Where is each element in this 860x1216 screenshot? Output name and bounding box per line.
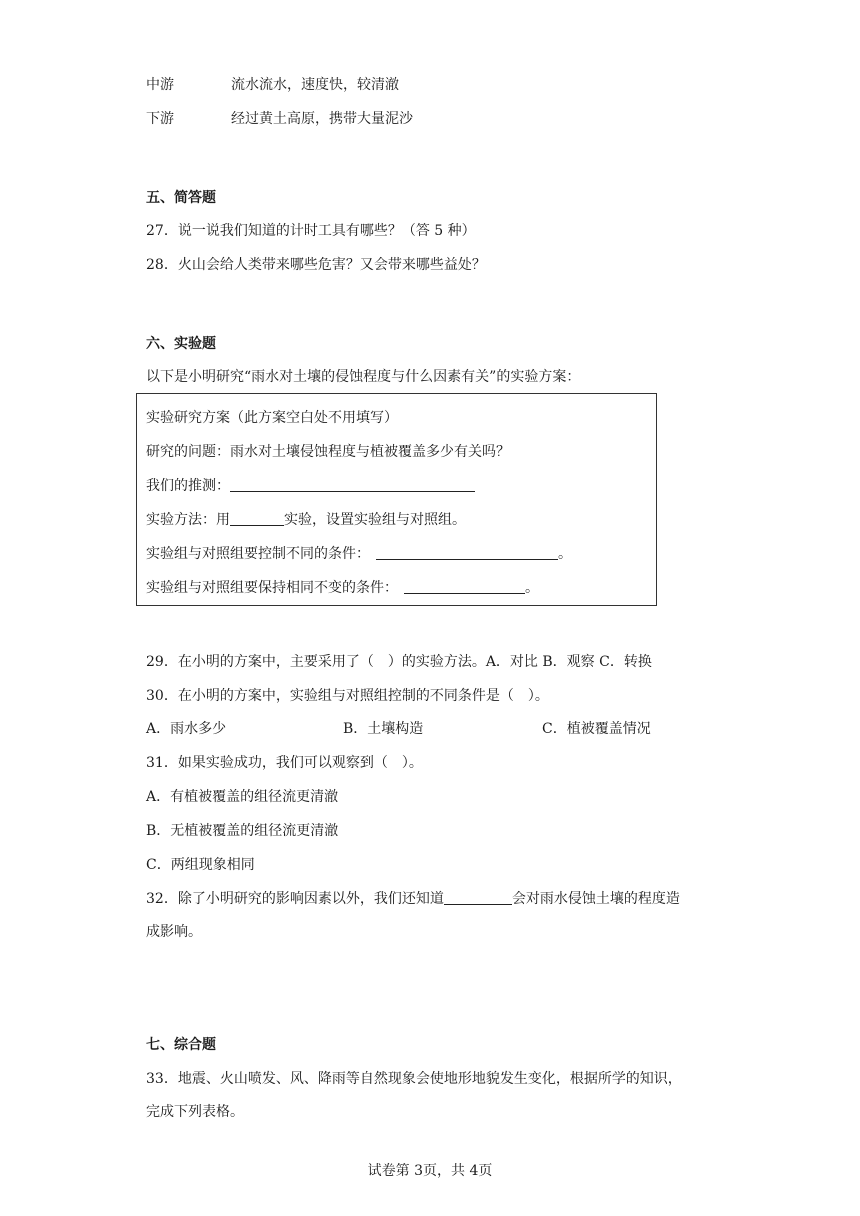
section-5-heading: 五、简答题 — [146, 190, 216, 206]
q30-option-b: B．土壤构造 — [343, 721, 424, 737]
river-segment-middle: 中游 — [146, 77, 174, 93]
experiment-intro: 以下是小明研究“雨水对土壤的侵蚀程度与什么因素有关”的实验方案： — [146, 369, 581, 385]
question-33-line2: 完成下列表格。 — [146, 1104, 244, 1120]
q30-option-a: A．雨水多少 — [146, 721, 227, 737]
question-30: 30．在小明的方案中，实验组与对照组控制的不同条件是（ ）。 — [146, 688, 549, 704]
method-suffix: 实验，设置实验组与对照组。 — [284, 512, 466, 528]
river-segment-lower: 下游 — [146, 111, 174, 127]
question-32-continued: 成影响。 — [146, 924, 202, 940]
same-period: 。 — [525, 580, 539, 596]
method-prefix: 实验方法：用 — [146, 512, 230, 528]
plan-different-condition — [146, 543, 572, 563]
question-32 — [146, 888, 680, 908]
q30-option-c: C．植被覆盖情况 — [542, 721, 651, 737]
q31-option-a: A．有植被覆盖的组径流更清澈 — [146, 789, 339, 805]
diff-period: 。 — [558, 546, 572, 562]
hypothesis-blank — [230, 477, 475, 492]
section-7-heading: 七、综合题 — [146, 1037, 216, 1053]
diff-label: 实验组与对照组要控制不同的条件： — [146, 546, 370, 562]
question-27: 27．说一说我们知道的计时工具有哪些？（答 5 种） — [146, 223, 476, 239]
river-desc-middle: 流水流水，速度快，较清澈 — [231, 77, 399, 93]
method-blank — [230, 511, 284, 526]
plan-title: 实验研究方案（此方案空白处不用填写） — [146, 410, 398, 426]
section-6-heading: 六、实验题 — [146, 336, 216, 352]
q31-option-c: C．两组现象相同 — [146, 857, 255, 873]
page-footer: 试卷第 3页，共 4页 — [367, 1163, 493, 1179]
same-label: 实验组与对照组要保持相同不变的条件： — [146, 580, 398, 596]
plan-method — [146, 509, 466, 529]
question-31: 31．如果实验成功，我们可以观察到（ ）。 — [146, 755, 423, 771]
hypothesis-label: 我们的推测： — [146, 478, 230, 494]
question-28: 28．火山会给人类带来哪些危害？又会带来哪些益处？ — [146, 257, 486, 273]
river-desc-lower: 经过黄土高原，携带大量泥沙 — [231, 111, 413, 127]
diff-blank — [376, 545, 558, 560]
q31-option-b: B．无植被覆盖的组径流更清澈 — [146, 823, 339, 839]
plan-hypothesis — [146, 475, 475, 495]
question-33-line1: 33．地震、火山喷发、风、降雨等自然现象会使地形地貌发生变化，根据所学的知识， — [146, 1071, 682, 1087]
q32-blank — [444, 890, 512, 905]
q32-prefix: 32．除了小明研究的影响因素以外，我们还知道 — [146, 891, 444, 907]
plan-question: 研究的问题：雨水对土壤侵蚀程度与植被覆盖多少有关吗？ — [146, 444, 510, 460]
same-blank — [404, 579, 525, 594]
q32-suffix: 会对雨水侵蚀土壤的程度造 — [511, 891, 680, 907]
question-29: 29．在小明的方案中，主要采用了（ ）的实验方法。A．对比 B．观察 C．转换 — [146, 654, 652, 670]
plan-same-condition — [146, 577, 539, 597]
